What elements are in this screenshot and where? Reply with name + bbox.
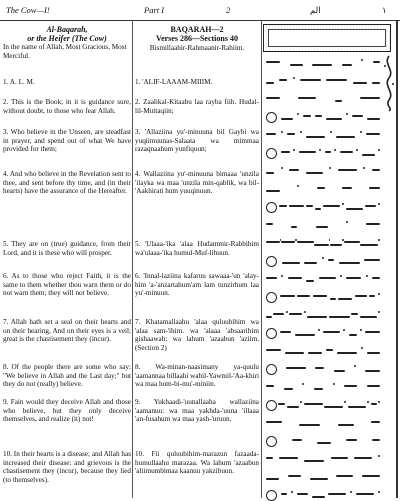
arabic-word-stroke xyxy=(338,298,352,300)
arabic-word-stroke xyxy=(281,493,287,495)
arabic-diacritic-dot xyxy=(343,329,345,331)
arabic-word-stroke xyxy=(367,118,380,120)
arabic-word-stroke xyxy=(354,457,372,459)
arabic-script-line xyxy=(266,76,380,86)
arabic-word-stroke xyxy=(334,370,345,372)
arabic-word-stroke xyxy=(314,388,323,390)
arabic-diacritic-dot xyxy=(344,401,346,403)
arabic-script-line xyxy=(266,166,380,176)
arabic-word-stroke xyxy=(288,475,301,477)
arabic-word-stroke xyxy=(323,205,340,207)
arabic-word-stroke xyxy=(280,331,291,333)
arabic-diacritic-dot xyxy=(346,221,348,223)
arabic-diacritic-dot xyxy=(378,239,380,241)
arabic-word-stroke xyxy=(266,190,280,192)
arabic-word-stroke xyxy=(280,295,295,297)
arabic-word-stroke xyxy=(352,115,363,117)
arabic-word-stroke xyxy=(289,169,299,171)
verse-end-marker-icon xyxy=(266,436,277,447)
arabic-word-stroke xyxy=(315,115,322,117)
arabic-script-line xyxy=(266,202,380,212)
arabic-script-line xyxy=(266,490,380,500)
translation-verse: 6. As to those who reject Faith, it is the same to them whether thou warn them or do not warn them; they will not believe. xyxy=(3,272,131,298)
arabic-diacritic-dot xyxy=(378,311,380,313)
arabic-word-stroke xyxy=(304,262,317,264)
arabic-word-stroke xyxy=(304,460,324,462)
arabic-word-stroke xyxy=(289,205,304,207)
arabic-diacritic-dot xyxy=(300,131,302,133)
arabic-word-stroke xyxy=(342,64,352,66)
arabic-word-stroke xyxy=(355,295,367,297)
arabic-diacritic-dot xyxy=(363,167,365,169)
arabic-script-line xyxy=(266,94,380,104)
chapter-title: Al-Baqarah, xyxy=(46,25,88,34)
arabic-diacritic-dot xyxy=(329,239,331,241)
column-divider xyxy=(132,20,133,498)
arabic-word-stroke xyxy=(299,424,320,426)
arabic-word-stroke xyxy=(365,370,380,372)
translation-verse: 7. Allah hath set a seal on their hearts and on their hearing, And on their eyes is a veil; great is the chastisement they (incur). xyxy=(3,318,131,344)
transliteration-verse: 8. Wa-minan-naasimany ya-quulu 'aamannaa billaahi wabil-Yawmil-'Aa-khiri wa maa hum-bi-mu'-miniin. xyxy=(135,363,260,389)
arabic-word-stroke xyxy=(304,403,323,405)
arabic-word-stroke xyxy=(365,205,376,207)
transliteration-verse: 6. 'Innal-laziina kafaruu sawaaa-'un 'alay-him 'a-'anzartahum'am lam tunzirhum laa yu'-minuun. xyxy=(135,272,259,298)
transliteration-verse: 9. Yukhaadi-'uunallaaha wallaziina 'aamanuu: wa maa yakhda-'uuna 'illaaa 'an-fusahum wa maa yash-'uruun. xyxy=(135,398,259,424)
arabic-word-stroke xyxy=(290,64,303,66)
arabic-diacritic-dot xyxy=(361,59,363,61)
arabic-diacritic-dot xyxy=(281,275,283,277)
arabic-diacritic-dot xyxy=(367,401,369,403)
arabic-diacritic-dot xyxy=(330,131,332,133)
arabic-word-stroke xyxy=(328,259,334,261)
arabic-diacritic-dot xyxy=(300,401,302,403)
arabic-word-stroke xyxy=(303,115,311,117)
arabic-word-stroke xyxy=(266,133,276,135)
translation-verse: 1. A. L. M. xyxy=(3,78,35,86)
arabic-header-word: الم xyxy=(310,5,321,15)
arabic-word-stroke xyxy=(299,151,316,153)
arabic-diacritic-dot xyxy=(346,113,348,115)
arabic-diacritic-dot xyxy=(378,401,380,403)
arabic-word-stroke xyxy=(297,241,314,243)
page-number: 2 xyxy=(226,5,231,15)
arabic-diacritic-dot xyxy=(297,113,299,115)
arabic-word-stroke xyxy=(342,187,352,189)
arabic-word-stroke xyxy=(307,316,327,318)
arabic-diacritic-dot xyxy=(360,329,362,331)
verse-end-marker-icon xyxy=(266,400,277,411)
translation-verse: 2. This is the Book; in it is guidance sure, without doubt, to those who fear Allah. xyxy=(3,98,131,115)
arabic-text-column xyxy=(262,20,398,498)
arabic-diacritic-dot xyxy=(302,383,304,385)
arabic-word-stroke xyxy=(315,208,321,210)
arabic-word-stroke xyxy=(292,439,302,441)
arabic-word-stroke xyxy=(372,439,380,441)
arabic-word-stroke xyxy=(371,421,380,423)
arabic-word-stroke xyxy=(295,334,315,336)
arabic-word-stroke xyxy=(286,367,306,369)
arabic-word-stroke xyxy=(288,277,302,279)
arabic-diacritic-dot xyxy=(378,203,380,205)
arabic-word-stroke xyxy=(336,475,353,477)
arabic-word-stroke xyxy=(360,316,377,318)
arabic-word-stroke xyxy=(371,403,377,405)
arabic-word-stroke xyxy=(335,100,342,102)
translation-verse: 4. And who believe in the Revelation sent to thee, and sent before thy time, and (in their hearts) have the assurance of the Hereafter. xyxy=(3,170,131,196)
verse-end-marker-icon xyxy=(266,256,277,267)
arabic-word-stroke xyxy=(313,295,327,297)
arabic-word-stroke xyxy=(266,172,274,174)
arabic-word-stroke xyxy=(266,316,272,318)
arabic-diacritic-dot xyxy=(333,383,335,385)
arabic-word-stroke xyxy=(316,226,328,228)
arabic-word-stroke xyxy=(289,313,302,315)
transliteration-verse: 1. 'ALIF-LAAAM-MIIIM. xyxy=(135,78,213,86)
arabic-word-stroke xyxy=(279,79,287,81)
margin-calligraphy-icon xyxy=(381,54,397,112)
arabic-script-line xyxy=(266,454,380,464)
translation-verse: 3. Who believe in the Unseen, are steadfast in prayer, and spend out of what We have provided for them; xyxy=(3,128,131,154)
arabic-script-line xyxy=(266,292,380,302)
arabic-word-stroke xyxy=(326,349,333,351)
arabic-word-stroke xyxy=(330,298,336,300)
arabic-word-stroke xyxy=(310,478,328,480)
arabic-word-stroke xyxy=(338,169,357,171)
arabic-word-stroke xyxy=(281,118,293,120)
arabic-script-line xyxy=(266,148,380,158)
translation-column xyxy=(3,20,131,498)
part-label: Part I xyxy=(144,5,165,15)
arabic-word-stroke xyxy=(317,187,325,189)
arabic-word-stroke xyxy=(346,439,357,441)
arabic-word-stroke xyxy=(331,457,348,459)
arabic-word-stroke xyxy=(346,208,363,210)
arabic-word-stroke xyxy=(306,280,314,282)
basmala-transliteration: Bismillaahir-Rahmaanir-Rahiim. xyxy=(149,44,245,52)
arabic-word-stroke xyxy=(367,352,380,354)
arabic-word-stroke xyxy=(279,457,298,459)
arabic-word-stroke xyxy=(315,367,324,369)
arabic-word-stroke xyxy=(372,277,380,279)
arabic-diacritic-dot xyxy=(366,275,368,277)
arabic-word-stroke xyxy=(319,277,336,279)
arabic-word-stroke xyxy=(266,61,280,63)
arabic-word-stroke xyxy=(360,97,380,99)
arabic-diacritic-dot xyxy=(378,293,380,295)
arabic-word-stroke xyxy=(306,172,323,174)
verse-end-marker-icon xyxy=(266,364,277,375)
arabic-word-stroke xyxy=(281,151,290,153)
translation-verse: 10. In their hearts is a disease; and Allah has increased their disease: and grievous is the chastisement they (incur), because they lied (to themselves). xyxy=(3,450,131,484)
arabic-word-stroke xyxy=(372,169,380,171)
arabic-diacritic-dot xyxy=(322,257,324,259)
arabic-script-line xyxy=(266,364,380,374)
basmala-translation: In the name of Allah, Most Gracious, Most Merciful. xyxy=(3,43,127,60)
margin-annotation xyxy=(381,54,397,112)
arabic-diacritic-dot xyxy=(354,365,356,367)
arabic-diacritic-dot xyxy=(291,491,293,493)
transliteration-verse: 7. Khatamallaahu 'alaa quluubihim wa 'alaa sam-'ihim. wa 'alaaa 'absaarihim gishaawah; wa lahum 'azaabun 'aziim. (Section 2) xyxy=(135,318,259,352)
arabic-word-stroke xyxy=(349,334,357,336)
arabic-word-stroke xyxy=(266,277,277,279)
arabic-diacritic-dot xyxy=(340,275,342,277)
arabic-word-stroke xyxy=(266,82,274,84)
running-head: The Cow—I! xyxy=(6,5,50,15)
verse-end-marker-icon xyxy=(266,112,277,123)
arabic-diacritic-dot xyxy=(304,311,306,313)
transliteration-verse: 4. Wallaziina yu'-minuuna bimaaa 'unzila 'ilayka wa maa 'unzila min-qablik, wa bil-'Aakhirati hum yuuqinuun. xyxy=(135,170,259,196)
arabic-diacritic-dot xyxy=(293,149,295,151)
arabic-word-stroke xyxy=(314,244,329,246)
arabic-word-stroke xyxy=(360,244,378,246)
surah-title-cartouche xyxy=(268,29,386,47)
arabic-word-stroke xyxy=(373,61,380,63)
arabic-word-stroke xyxy=(336,136,355,138)
arabic-word-stroke xyxy=(278,403,285,405)
arabic-diacritic-dot xyxy=(329,167,331,169)
arabic-word-stroke xyxy=(312,64,332,66)
arabic-word-stroke xyxy=(279,205,287,207)
arabic-script-line xyxy=(266,130,380,140)
arabic-diacritic-dot xyxy=(378,455,380,457)
arabic-script-line xyxy=(266,436,380,446)
arabic-word-stroke xyxy=(346,277,361,279)
translation-verse: 5. They are on (true) guidance, from their Lord, and it is these who will prosper. xyxy=(3,240,131,257)
arabic-script-line xyxy=(266,346,380,356)
arabic-word-stroke xyxy=(356,493,374,495)
arabic-diacritic-dot xyxy=(319,149,321,151)
arabic-diacritic-dot xyxy=(281,131,283,133)
arabic-word-stroke xyxy=(353,82,367,84)
arabic-word-stroke xyxy=(312,496,325,498)
arabic-page-marker: ١ xyxy=(382,5,387,15)
arabic-word-stroke xyxy=(282,262,300,264)
arabic-script-line xyxy=(266,58,380,68)
transliteration-verse: 3. 'Allaziina yu'-minuuna bil Gaybi wa yuqiimuunas-Salaata wa mimmaa razaqnaahum yunfiquun; xyxy=(135,128,259,154)
arabic-script-line xyxy=(266,238,380,248)
arabic-word-stroke xyxy=(281,241,295,243)
arabic-diacritic-dot xyxy=(360,131,362,133)
arabic-word-stroke xyxy=(366,223,380,225)
surah-subtitle: Verses 286—Sections 40 xyxy=(156,34,238,43)
verse-end-marker-icon xyxy=(266,292,277,303)
arabic-word-stroke xyxy=(325,151,331,153)
arabic-word-stroke xyxy=(266,223,273,225)
arabic-word-stroke xyxy=(287,406,299,408)
arabic-diacritic-dot xyxy=(378,491,380,493)
right-border xyxy=(396,20,398,498)
arabic-script-line xyxy=(266,274,380,284)
arabic-word-stroke xyxy=(308,352,322,354)
arabic-word-stroke xyxy=(328,493,346,495)
arabic-word-stroke xyxy=(266,385,274,387)
arabic-word-stroke xyxy=(329,316,350,318)
page-header xyxy=(0,0,400,21)
arabic-word-stroke xyxy=(344,385,357,387)
arabic-word-stroke xyxy=(340,151,353,153)
arabic-script-line xyxy=(266,256,380,266)
arabic-word-stroke xyxy=(266,97,280,99)
arabic-word-stroke xyxy=(317,442,331,444)
verse-end-marker-icon xyxy=(266,328,277,339)
arabic-word-stroke xyxy=(273,313,284,315)
arabic-word-stroke xyxy=(326,79,347,81)
arabic-word-stroke xyxy=(364,259,380,261)
arabic-word-stroke xyxy=(369,187,380,189)
arabic-word-stroke xyxy=(366,133,380,135)
surah-title-frame xyxy=(263,24,391,52)
arabic-diacritic-dot xyxy=(342,203,344,205)
arabic-diacritic-dot xyxy=(350,491,352,493)
arabic-word-stroke xyxy=(306,136,325,138)
arabic-word-stroke xyxy=(330,244,342,246)
arabic-word-stroke xyxy=(372,82,380,84)
arabic-word-stroke xyxy=(266,421,282,423)
chapter-subtitle: or the Heifer (The Cow) xyxy=(27,34,107,43)
verse-end-marker-icon xyxy=(266,202,277,213)
arabic-word-stroke xyxy=(365,331,380,333)
transliteration-verse: 2. Zaalikal-Kitaabu laa rayba fiih. Hudal-lil-Muttaqiin; xyxy=(135,98,259,115)
verse-end-marker-icon xyxy=(266,148,277,159)
arabic-diacritic-dot xyxy=(293,77,295,79)
arabic-script-line xyxy=(266,220,380,230)
arabic-word-stroke xyxy=(369,295,375,297)
arabic-script-line xyxy=(266,112,380,122)
arabic-diacritic-dot xyxy=(356,149,358,151)
arabic-word-stroke xyxy=(266,478,279,480)
arabic-diacritic-dot xyxy=(281,167,283,169)
arabic-script-line xyxy=(266,472,380,482)
arabic-word-stroke xyxy=(351,313,358,315)
surah-title: BAQARAH—2 xyxy=(170,25,224,34)
arabic-script-line xyxy=(266,328,380,338)
arabic-diacritic-dot xyxy=(378,149,380,151)
arabic-word-stroke xyxy=(362,154,375,156)
arabic-script-line xyxy=(266,310,380,320)
arabic-script-line xyxy=(266,418,380,428)
arabic-diacritic-dot xyxy=(286,311,288,313)
arabic-word-stroke xyxy=(323,331,340,333)
arabic-word-stroke xyxy=(362,475,380,477)
arabic-diacritic-dot xyxy=(318,329,320,331)
arabic-word-stroke xyxy=(367,385,380,387)
arabic-word-stroke xyxy=(324,406,343,408)
arabic-word-stroke xyxy=(300,79,321,81)
arabic-word-stroke xyxy=(337,352,357,354)
verse-end-marker-icon xyxy=(266,490,277,501)
arabic-word-stroke xyxy=(326,118,342,120)
arabic-script-line xyxy=(266,400,380,410)
arabic-diacritic-dot xyxy=(334,149,336,151)
arabic-word-stroke xyxy=(339,262,360,264)
transliteration-verse: 5. 'Ulaaa-'ika 'alaa Hudammir-Rabbihim wa'ulaaa-'ika humul-Muf-lihuun. xyxy=(135,240,259,257)
arabic-word-stroke xyxy=(266,349,281,351)
arabic-word-stroke xyxy=(298,97,316,99)
arabic-word-stroke xyxy=(348,406,366,408)
arabic-diacritic-dot xyxy=(361,347,363,349)
arabic-word-stroke xyxy=(297,493,308,495)
arabic-word-stroke xyxy=(287,133,295,135)
arabic-word-stroke xyxy=(284,388,293,390)
arabic-word-stroke xyxy=(266,457,273,459)
arabic-diacritic-dot xyxy=(297,185,299,187)
arabic-word-stroke xyxy=(285,352,304,354)
translation-verse: 8. Of the people there are some who say: "We believe in Allah and the Last day;" but they do not (really) believe. xyxy=(3,363,131,389)
arabic-script-line xyxy=(266,382,380,392)
arabic-word-stroke xyxy=(344,241,360,243)
translation-verse: 9. Fain would they deceive Allah and those who believe, but they only deceive themselves, and realize (it) not! xyxy=(3,398,131,424)
arabic-word-stroke xyxy=(306,205,313,207)
transliteration-column xyxy=(135,20,259,498)
arabic-script-line xyxy=(266,184,380,194)
transliteration-verse: 10. Fii quluubihim-marazun fazaada-humullaahu marazaa. Wa lahum 'azaabun 'aliimumbimaa kaanuu yakzibuun. xyxy=(135,450,259,476)
arabic-word-stroke xyxy=(266,241,280,243)
arabic-word-stroke xyxy=(291,226,297,228)
arabic-word-stroke xyxy=(297,295,310,297)
arabic-word-stroke xyxy=(338,424,354,426)
